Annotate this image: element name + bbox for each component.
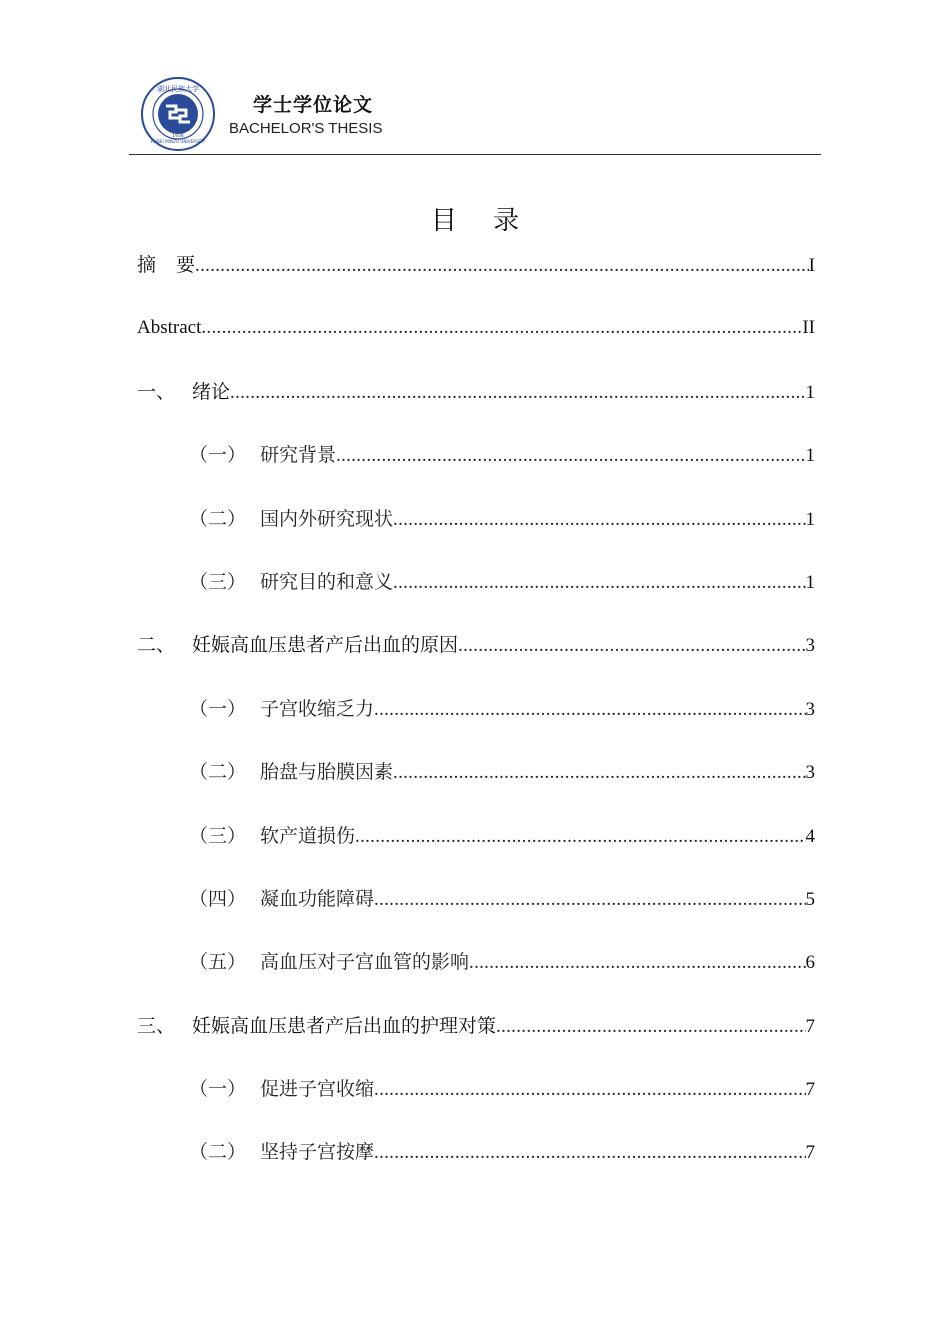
toc-entry-section[interactable]: [137, 947, 815, 1010]
toc-leader-dots: [393, 568, 805, 598]
toc-entry-number: （四）: [189, 887, 247, 910]
logo-text-top: 湖北民族大学: [157, 85, 199, 93]
toc-entry-number: （五）: [189, 951, 247, 974]
toc-entry-page: 4: [805, 825, 815, 847]
toc-leader-dots: [458, 631, 805, 661]
toc-entry-section[interactable]: [137, 884, 815, 947]
toc-leader-dots: [393, 505, 805, 535]
toc-entry-label: 摘 要: [137, 254, 196, 276]
toc-entry-page: 5: [805, 888, 815, 910]
toc-entry-chapter-1[interactable]: [137, 377, 815, 440]
logo-year: 1938: [172, 134, 184, 139]
toc-entry-section[interactable]: [137, 821, 815, 884]
toc-entry-page: 3: [805, 698, 815, 720]
toc-entry-page: 7: [805, 1079, 815, 1101]
toc-entry-number: （二）: [189, 1141, 247, 1164]
toc-entry-label: 促进子宫收缩: [260, 1078, 375, 1101]
logo-text-bottom: HUBEI MINZU UNIVERSITY: [150, 139, 206, 144]
toc-entry-label: 妊娠高血压患者产后出血的护理对策: [192, 1014, 497, 1037]
toc-leader-dots: [195, 251, 809, 281]
toc-entry-label: 研究背景: [260, 444, 337, 467]
toc-entry-page: 3: [805, 762, 815, 784]
toc-entry-number: （一）: [189, 444, 247, 467]
toc-entry-page: I: [808, 255, 815, 276]
thesis-title-en: BACHELOR'S THESIS: [229, 120, 383, 137]
toc-leader-dots: [355, 822, 805, 852]
toc-entry-section[interactable]: [137, 757, 815, 820]
toc-entry-label: 绪论: [192, 380, 231, 403]
toc-entry-page: 1: [805, 508, 815, 530]
toc-entry-label: 软产道损伤: [260, 824, 356, 847]
table-of-contents: [137, 250, 815, 1201]
toc-entry-page: 3: [805, 635, 815, 657]
toc-leader-dots: [201, 313, 802, 343]
toc-entry-page: 7: [805, 1142, 815, 1164]
thesis-title-cn: 学士学位论文: [253, 94, 374, 116]
toc-heading: 目 录: [430, 206, 534, 236]
toc-entry-label: 坚持子宫按摩: [260, 1141, 375, 1164]
toc-entry-number: 三、: [137, 1014, 176, 1037]
toc-entry-number: （一）: [189, 697, 247, 720]
toc-leader-dots: [469, 948, 805, 978]
toc-entry-page: 6: [805, 952, 815, 974]
toc-entry-number: （二）: [189, 761, 247, 784]
page-header: [129, 72, 821, 155]
toc-entry-number: 一、: [137, 380, 176, 403]
toc-entry-page: 1: [805, 381, 815, 403]
toc-entry-section[interactable]: [137, 440, 815, 503]
toc-entry-page: 1: [805, 445, 815, 467]
toc-entry-number: （三）: [189, 570, 247, 593]
toc-entry-number: （三）: [189, 824, 247, 847]
toc-entry-section[interactable]: [137, 1074, 815, 1137]
toc-leader-dots: [496, 1012, 805, 1042]
toc-entry-label: 高血压对子宫血管的影响: [260, 951, 470, 974]
toc-leader-dots: [374, 695, 805, 725]
toc-leader-dots: [374, 1138, 805, 1168]
toc-entry-abstract-en[interactable]: [137, 313, 815, 376]
toc-leader-dots: [374, 1075, 805, 1105]
toc-entry-label: Abstract: [137, 317, 202, 339]
toc-entry-label: 妊娠高血压患者产后出血的原因: [192, 634, 459, 657]
toc-entry-section[interactable]: [137, 567, 815, 630]
toc-entry-chapter-2[interactable]: [137, 630, 815, 693]
toc-entry-section[interactable]: [137, 504, 815, 567]
toc-entry-label: 国内外研究现状: [260, 507, 394, 530]
toc-entry-abstract-cn[interactable]: [137, 250, 815, 313]
toc-entry-number: 二、: [137, 634, 176, 657]
university-logo-icon: [140, 76, 216, 152]
toc-entry-number: （二）: [189, 507, 247, 530]
toc-entry-page: 7: [805, 1015, 815, 1037]
toc-leader-dots: [336, 441, 805, 471]
toc-entry-label: 凝血功能障碍: [260, 887, 375, 910]
toc-entry-page: II: [802, 317, 815, 339]
toc-entry-chapter-3[interactable]: [137, 1011, 815, 1074]
toc-leader-dots: [230, 378, 805, 408]
toc-entry-section[interactable]: [137, 1137, 815, 1200]
toc-entry-section[interactable]: [137, 694, 815, 757]
toc-entry-page: 1: [805, 571, 815, 593]
toc-entry-label: 研究目的和意义: [260, 570, 394, 593]
toc-entry-label: 子宫收缩乏力: [260, 697, 375, 720]
toc-leader-dots: [374, 885, 805, 915]
toc-entry-number: （一）: [189, 1078, 247, 1101]
toc-entry-label: 胎盘与胎膜因素: [260, 761, 394, 784]
toc-leader-dots: [393, 758, 805, 788]
